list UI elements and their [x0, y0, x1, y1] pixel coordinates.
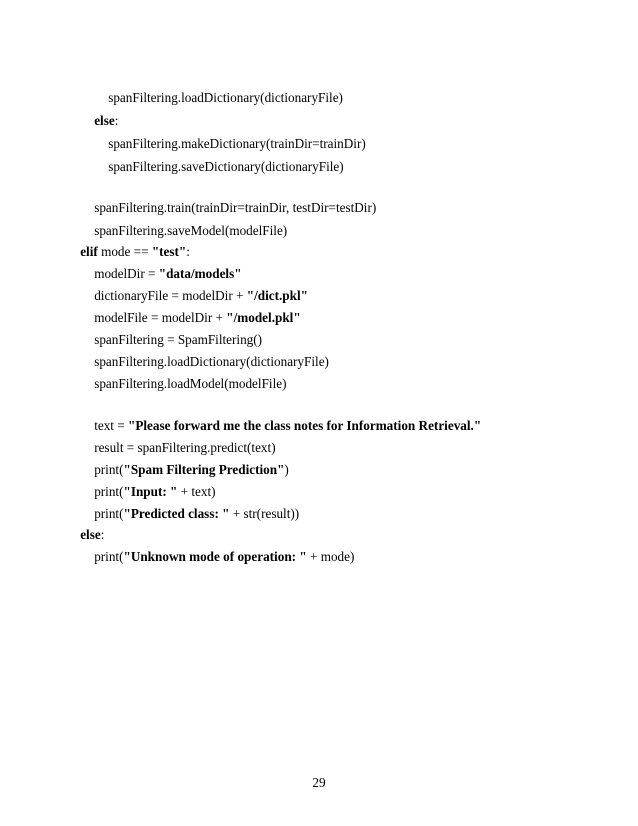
string-literal: "Predicted class: ": [123, 506, 230, 521]
code-text: text =: [94, 418, 128, 433]
code-text: print(: [94, 484, 124, 499]
code-text: spanFiltering.makeDictionary(trainDir=trainDir): [108, 136, 366, 151]
code-text: :: [114, 113, 119, 128]
string-literal: "Spam Filtering Prediction": [123, 462, 285, 477]
string-literal: "/model.pkl": [226, 310, 301, 325]
code-line: [81, 533, 354, 581]
code-text: :: [100, 527, 105, 542]
string-literal: "data/models": [158, 266, 242, 281]
code-line: [81, 360, 286, 408]
string-literal: "test": [151, 244, 187, 259]
code-text: + text): [177, 484, 216, 499]
string-literal: "/dict.pkl": [246, 288, 308, 303]
code-text: spanFiltering.loadDictionary(dictionaryFile): [108, 90, 343, 105]
code-text: mode ==: [97, 244, 152, 259]
page-number: 29: [312, 775, 326, 790]
string-literal: "Unknown mode of operation: ": [123, 549, 307, 564]
code-text: print(: [94, 506, 124, 521]
code-text: modelFile = modelDir +: [94, 310, 227, 325]
keyword-else: else: [80, 527, 101, 542]
code-line: [81, 490, 299, 538]
code-text: spanFiltering = SpamFiltering(): [94, 332, 263, 347]
code-text: spanFiltering.saveModel(modelFile): [94, 223, 288, 238]
code-text: :: [186, 244, 190, 259]
code-text: spanFiltering.loadDictionary(dictionaryFile): [94, 354, 329, 369]
string-literal: "Input: ": [123, 484, 178, 499]
keyword-elif: elif: [80, 244, 98, 259]
code-text: dictionaryFile = modelDir +: [94, 288, 247, 303]
code-text: spanFiltering.train(trainDir=trainDir, testDir=testDir): [94, 200, 377, 215]
code-text: + str(result)): [229, 506, 300, 521]
code-text: spanFiltering.saveDictionary(dictionaryFile): [108, 159, 344, 174]
code-text: ): [284, 462, 289, 477]
code-text: spanFiltering.loadModel(modelFile): [94, 376, 287, 391]
code-text: + mode): [306, 549, 355, 564]
code-line: [95, 74, 343, 122]
code-text: modelDir =: [94, 266, 159, 281]
string-literal: "Please forward me the class notes for Information Retrieval.": [128, 418, 482, 433]
code-text: print(: [94, 462, 124, 477]
keyword-else: else: [94, 113, 115, 128]
code-text: result = spanFiltering.predict(text): [94, 440, 276, 455]
code-text: print(: [94, 549, 124, 564]
